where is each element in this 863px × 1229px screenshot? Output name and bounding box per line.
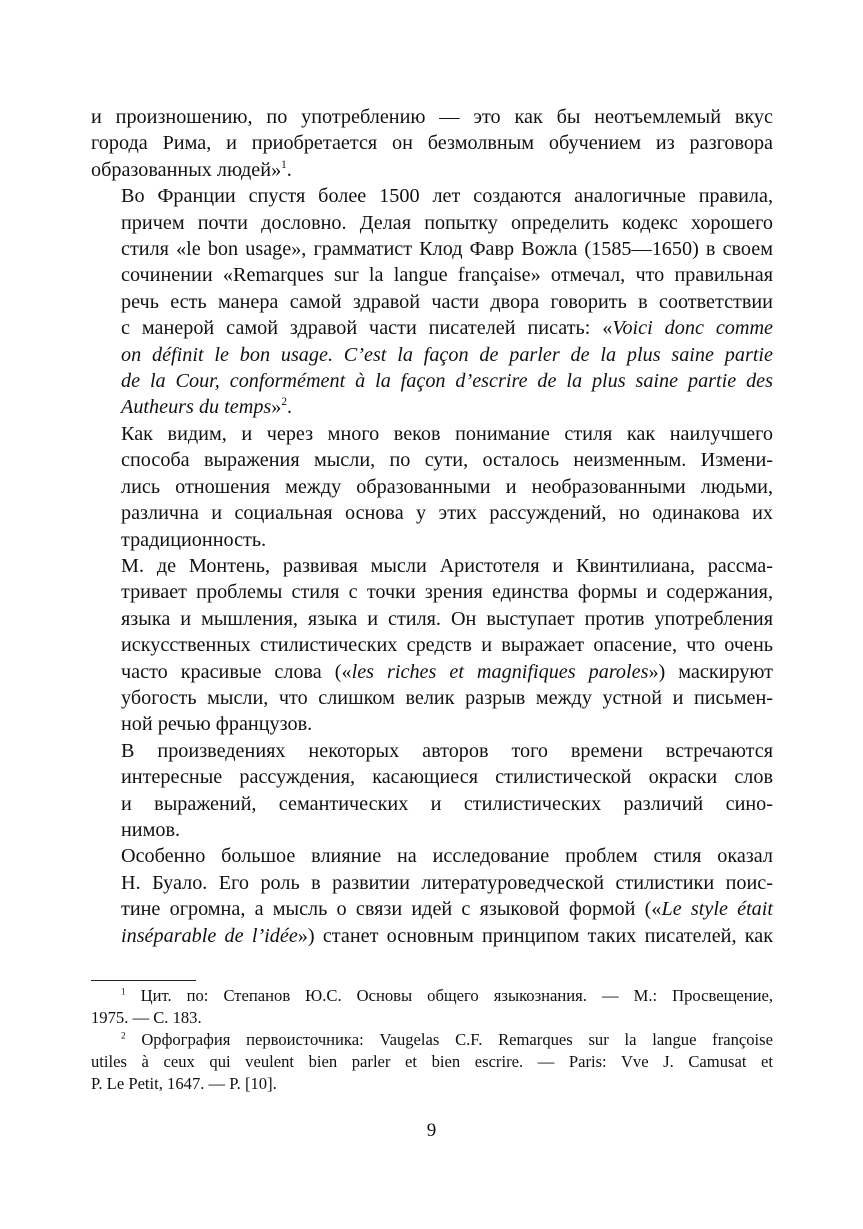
footnote-marker: 2 xyxy=(121,1030,126,1041)
footnote-divider xyxy=(91,980,196,981)
text-line: речь есть манера самой здравой части двора говорить в соответствии xyxy=(121,290,773,313)
paragraph-authors xyxy=(91,738,773,844)
text-line: часто красивые слова («les riches et magnifiques paroles») маскируют xyxy=(121,660,774,683)
text-line: и произношению, по употреблению — это как бы неотъемлемый вкус xyxy=(91,106,773,128)
text-line: ной речью французов. xyxy=(121,713,313,736)
text-line: образованных людей»$^1$. xyxy=(91,158,292,181)
paragraph-montaigne xyxy=(91,553,773,738)
text-line: с манерой самой здравой части писателей писать: «Voici donc comme xyxy=(121,317,773,340)
footnote-line: utiles à ceux qui veulent bien parler et bien escrire. — Paris: Vve J. Camusat et xyxy=(91,1052,773,1071)
footnote-line: P. Le Petit, 1647. — P. [10]. xyxy=(91,1074,277,1093)
footnote-marker: 1 xyxy=(121,986,126,997)
text-line: языка и мышления, языка и стиля. Он выступает против употребления xyxy=(121,607,773,630)
text-line: Н. Буало. Его роль в развитии литературоведческой стилистики поис- xyxy=(121,871,773,894)
paragraph-boileau xyxy=(91,843,773,949)
footnote-ref-1[interactable]: 1 xyxy=(281,159,287,172)
text-line: сочинении «Remarques sur la langue française» отмечал, что правильная xyxy=(121,264,773,287)
footnote-line: $^1$ Цит. по: Степанов Ю.С. Основы общего языкознания. — М.: Просвещение, xyxy=(121,986,773,1005)
text-line: de la Cour, conformément à la façon d’escrire de la plus saine partie des xyxy=(121,370,773,393)
footnote-line: 1975. — С. 183. xyxy=(91,1008,202,1027)
text-line: inséparable de l’idée») станет основным принципом таких писателей, как xyxy=(121,924,774,947)
footnote-1 xyxy=(91,985,773,1029)
paragraph-continuation xyxy=(91,104,773,183)
text-line: Как видим, и через много веков понимание стиля как наилучшего xyxy=(121,422,773,445)
text-line: интересные рассуждения, касающиеся стилистической окраски слов xyxy=(121,766,773,789)
text-line: причем почти дословно. Делая попытку определить кодекс хорошего xyxy=(121,211,773,234)
footnote-ref-2[interactable]: 2 xyxy=(281,396,287,409)
text-line: традиционность. xyxy=(121,528,267,551)
text-line: Во Франции спустя более 1500 лет создаются аналогичные правила, xyxy=(121,185,773,208)
footnotes xyxy=(91,985,773,1095)
paragraph-france xyxy=(91,183,773,421)
text-line: тине огромна, а мысль о связи идей с языковой формой («Le style était xyxy=(121,898,773,921)
text-line: тривает проблемы стиля с точки зрения единства формы и содержания, xyxy=(121,581,773,604)
text-line: различна и социальная основа у этих рассуждений, но одинакова их xyxy=(121,502,773,525)
text-line: В произведениях некоторых авторов того времени встречаются xyxy=(121,739,773,762)
text-line: способа выражения мысли, по сути, осталось неизменным. Измени- xyxy=(121,449,773,472)
text-line: лись отношения между образованными и необразованными людьми, xyxy=(121,475,773,498)
text-line: города Рима, и приобретается он безмолвным обучением из разговора xyxy=(91,132,773,155)
page-number: 9 xyxy=(426,1120,437,1141)
text-line: стиля «le bon usage», грамматист Клод Фавр Вожла (1585—1650) в своем xyxy=(121,238,773,261)
text-line: Autheurs du temps»$^2$. xyxy=(121,396,292,419)
text-line: и выражений, семантических и стилистических различий сино- xyxy=(121,792,773,815)
text-line: убогость мысли, что слишком велик разрыв между устной и письмен- xyxy=(121,686,773,709)
text-line: Особенно большое влияние на исследование проблем стиля оказал xyxy=(121,845,773,868)
paragraph-centuries xyxy=(91,421,773,553)
footnote-2 xyxy=(91,1029,773,1095)
text-line: М. де Монтень, развивая мысли Аристотеля и Квинтилиана, рассма- xyxy=(121,554,773,577)
footnote-line: $^2$ Орфография первоисточника: Vaugelas C.F. Remarques sur la langue françoise xyxy=(121,1030,773,1049)
body-text xyxy=(91,104,773,949)
text-line: искусственных стилистических средств и выражает опасение, что очень xyxy=(121,634,773,657)
text-line: нимов. xyxy=(121,818,181,841)
text-line: on définit le bon usage. C’est la façon de parler de la plus saine partie xyxy=(121,343,773,366)
